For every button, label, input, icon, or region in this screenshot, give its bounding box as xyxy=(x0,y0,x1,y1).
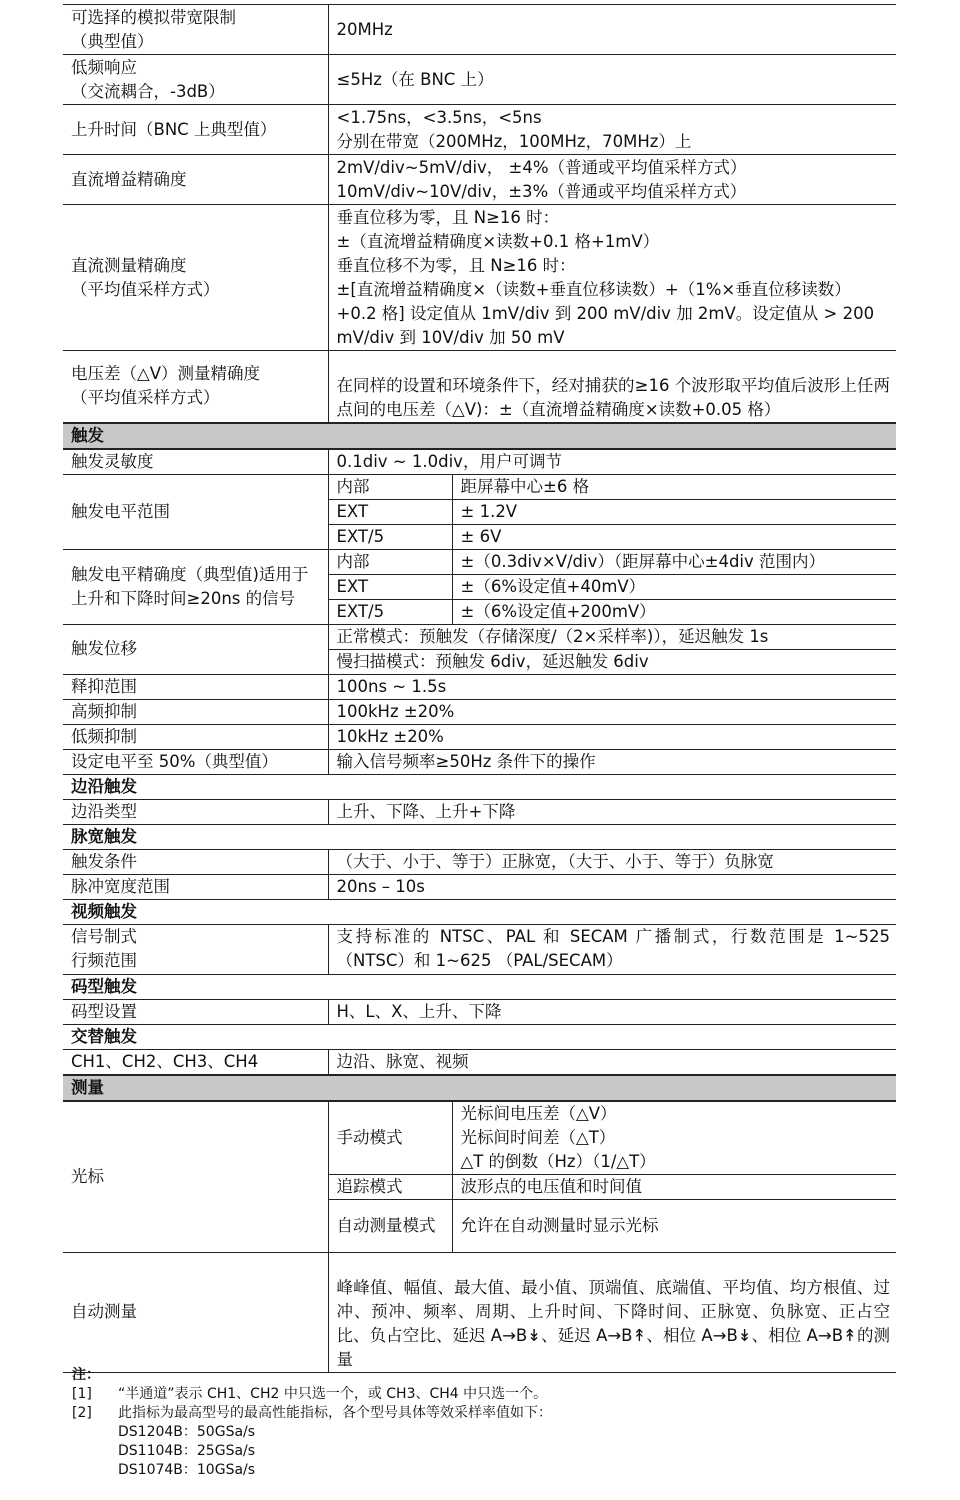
spec-value: ± 1.2V xyxy=(452,499,896,524)
spec-sublabel: EXT/5 xyxy=(328,599,452,624)
note-text: 此指标为最高型号的最高性能指标，各个型号具体等效采样率值如下： xyxy=(118,1405,552,1421)
spec-value: 10kHz ±20% xyxy=(328,724,896,749)
spec-value: 支持标准的 NTSC、PAL 和 SECAM 广播制式，行数范围是 1~525（NTSC）和 1~625 （PAL/SECAM） xyxy=(328,924,896,974)
spec-row xyxy=(63,749,896,774)
section-label: 触发 xyxy=(63,423,896,449)
spec-value: 100ns ~ 1.5s xyxy=(328,674,896,699)
spec-row xyxy=(63,999,896,1024)
spec-row xyxy=(63,549,896,574)
spec-row xyxy=(63,874,896,899)
spec-row xyxy=(63,105,896,155)
note-number: [2] xyxy=(72,1405,92,1421)
group-label: 脉宽触发 xyxy=(63,824,896,849)
spec-row xyxy=(63,724,896,749)
spec-label: 触发灵敏度 xyxy=(63,449,328,475)
spec-value: 允许在自动测量时显示光标 xyxy=(452,1199,896,1252)
spec-row xyxy=(63,351,896,423)
spec-row xyxy=(63,205,896,351)
group-label: 码型触发 xyxy=(63,974,896,999)
spec-row xyxy=(63,924,896,974)
spec-label: 直流增益精确度 xyxy=(63,155,328,205)
spec-value: 在同样的设置和环境条件下，经对捕获的≥16 个波形取平均值后波形上任两点间的电压差（△V)：±（直流增益精确度×读数+0.05 格） xyxy=(328,351,896,423)
group-label: 视频触发 xyxy=(63,899,896,924)
spec-label: 触发条件 xyxy=(63,849,328,874)
spec-label: 上升时间（BNC 上典型值） xyxy=(63,105,328,155)
notes-title: 注： xyxy=(72,1367,100,1383)
spec-row xyxy=(63,55,896,105)
note-text: “半通道”表示 CH1、CH2 中只选一个，或 CH3、CH4 中只选一个。 xyxy=(118,1386,548,1402)
spec-label: 码型设置 xyxy=(63,999,328,1024)
spec-value: ±（6%设定值+200mV） xyxy=(452,599,896,624)
spec-label: 信号制式 行频范围 xyxy=(63,924,328,974)
model-rate: DS1104B：25GSa/s xyxy=(118,1443,256,1459)
spec-label: 直流测量精确度 （平均值采样方式） xyxy=(63,205,328,351)
spec-value: 上升、下降、上升+下降 xyxy=(328,799,896,824)
note-item xyxy=(72,1385,892,1404)
spec-row xyxy=(63,1049,896,1075)
spec-sublabel: EXT xyxy=(328,499,452,524)
spec-value: 距屏幕中心±6 格 xyxy=(452,474,896,499)
spec-label: 高频抑制 xyxy=(63,699,328,724)
spec-label: 光标 xyxy=(63,1101,328,1253)
spec-label: 电压差（△V）测量精确度 （平均值采样方式） xyxy=(63,351,328,423)
spec-row xyxy=(63,1252,896,1372)
spec-row xyxy=(63,5,896,55)
group-label: 交替触发 xyxy=(63,1024,896,1049)
group-header xyxy=(63,1024,896,1049)
spec-value: 0.1div ~ 1.0div，用户可调节 xyxy=(328,449,896,475)
spec-sublabel: EXT/5 xyxy=(328,524,452,549)
spec-row xyxy=(63,799,896,824)
spec-row xyxy=(63,1101,896,1175)
model-rate: DS1204B：50GSa/s xyxy=(118,1424,256,1440)
spec-label: CH1、CH2、CH3、CH4 xyxy=(63,1049,328,1075)
spec-label: 触发电平精确度（典型值)适用于上升和下降时间≥20ns 的信号 xyxy=(63,549,328,624)
spec-label: 自动测量 xyxy=(63,1252,328,1372)
spec-value: 垂直位移为零，且 N≥16 时： ±（直流增益精确度×读数+0.1 格+1mV） 垂直位移不为零，且 N≥16 时： ±[直流增益精确度×（读数+垂直位移读数）+（1%×垂直位移读数）+0.2 格] 设定值从 1mV/div 到 200 mV/div 加 2mV。设定值从 > 200 mV/div 到 10V/div 加 50 mV xyxy=(328,205,896,351)
spec-value: ±（0.3div×V/div）（距屏幕中心±4div 范围内） xyxy=(452,549,896,574)
section-header xyxy=(63,423,896,449)
spec-value: 峰峰值、幅值、最大值、最小值、顶端值、底端值、平均值、均方根值、过冲、预冲、频率、周期、上升时间、下降时间、正脉宽、负脉宽、正占空比、负占空比、延迟 A→B↡、延迟 A→B↟、相位 A→B↡、相位 A→B↟的测量 xyxy=(328,1252,896,1372)
notes xyxy=(72,1366,892,1480)
spec-sublabel: 追踪模式 xyxy=(328,1174,452,1199)
spec-row xyxy=(63,449,896,475)
spec-row xyxy=(63,624,896,649)
spec-label: 触发电平范围 xyxy=(63,474,328,549)
spec-value: 波形点的电压值和时间值 xyxy=(452,1174,896,1199)
spec-row xyxy=(63,155,896,205)
spec-sublabel: 手动模式 xyxy=(328,1101,452,1175)
spec-value: 20ns – 10s xyxy=(328,874,896,899)
group-header xyxy=(63,974,896,999)
spec-label: 可选择的模拟带宽限制 （典型值） xyxy=(63,5,328,55)
spec-value: <1.75ns，<3.5ns，<5ns 分别在带宽（200MHz，100MHz，70MHz）上 xyxy=(328,105,896,155)
section-header xyxy=(63,1075,896,1101)
spec-label: 脉冲宽度范围 xyxy=(63,874,328,899)
spec-label: 释抑范围 xyxy=(63,674,328,699)
spec-value: （大于、小于、等于）正脉宽，（大于、小于、等于）负脉宽 xyxy=(328,849,896,874)
spec-sublabel: 内部 xyxy=(328,549,452,574)
spec-sublabel: 内部 xyxy=(328,474,452,499)
spec-value: 输入信号频率≥50Hz 条件下的操作 xyxy=(328,749,896,774)
spec-value: 100kHz ±20% xyxy=(328,699,896,724)
spec-label: 低频抑制 xyxy=(63,724,328,749)
spec-value: 慢扫描模式：预触发 6div，延迟触发 6div xyxy=(328,649,896,674)
spec-sublabel: 自动测量模式 xyxy=(328,1199,452,1252)
section-label: 测量 xyxy=(63,1075,896,1101)
spec-value: 正常模式：预触发（存储深度/（2×采样率)），延迟触发 1s xyxy=(328,624,896,649)
model-rate: DS1074B：10GSa/s xyxy=(118,1462,256,1478)
spec-table xyxy=(63,4,896,1373)
group-label: 边沿触发 xyxy=(63,774,896,799)
spec-value: ± 6V xyxy=(452,524,896,549)
group-header xyxy=(63,824,896,849)
group-header xyxy=(63,774,896,799)
note-number: [1] xyxy=(72,1386,92,1402)
spec-row xyxy=(63,699,896,724)
spec-row xyxy=(63,474,896,499)
spec-value: ≤5Hz（在 BNC 上） xyxy=(328,55,896,105)
spec-label: 设定电平至 50%（典型值） xyxy=(63,749,328,774)
spec-value: 2mV/div~5mV/div， ±4%（普通或平均值采样方式） 10mV/div~10V/div，±3%（普通或平均值采样方式） xyxy=(328,155,896,205)
spec-label: 边沿类型 xyxy=(63,799,328,824)
spec-label: 触发位移 xyxy=(63,624,328,674)
spec-value: ±（6%设定值+40mV） xyxy=(452,574,896,599)
spec-value: 光标间电压差（△V） 光标间时间差（△T） △T 的倒数（Hz）（1/△T） xyxy=(452,1101,896,1175)
spec-label: 低频响应 （交流耦合，-3dB） xyxy=(63,55,328,105)
note-item xyxy=(72,1404,892,1423)
spec-value: 边沿、脉宽、视频 xyxy=(328,1049,896,1075)
spec-value: H、L、X、上升、下降 xyxy=(328,999,896,1024)
spec-sublabel: EXT xyxy=(328,574,452,599)
group-header xyxy=(63,899,896,924)
spec-value: 20MHz xyxy=(328,5,896,55)
spec-row xyxy=(63,849,896,874)
spec-row xyxy=(63,674,896,699)
